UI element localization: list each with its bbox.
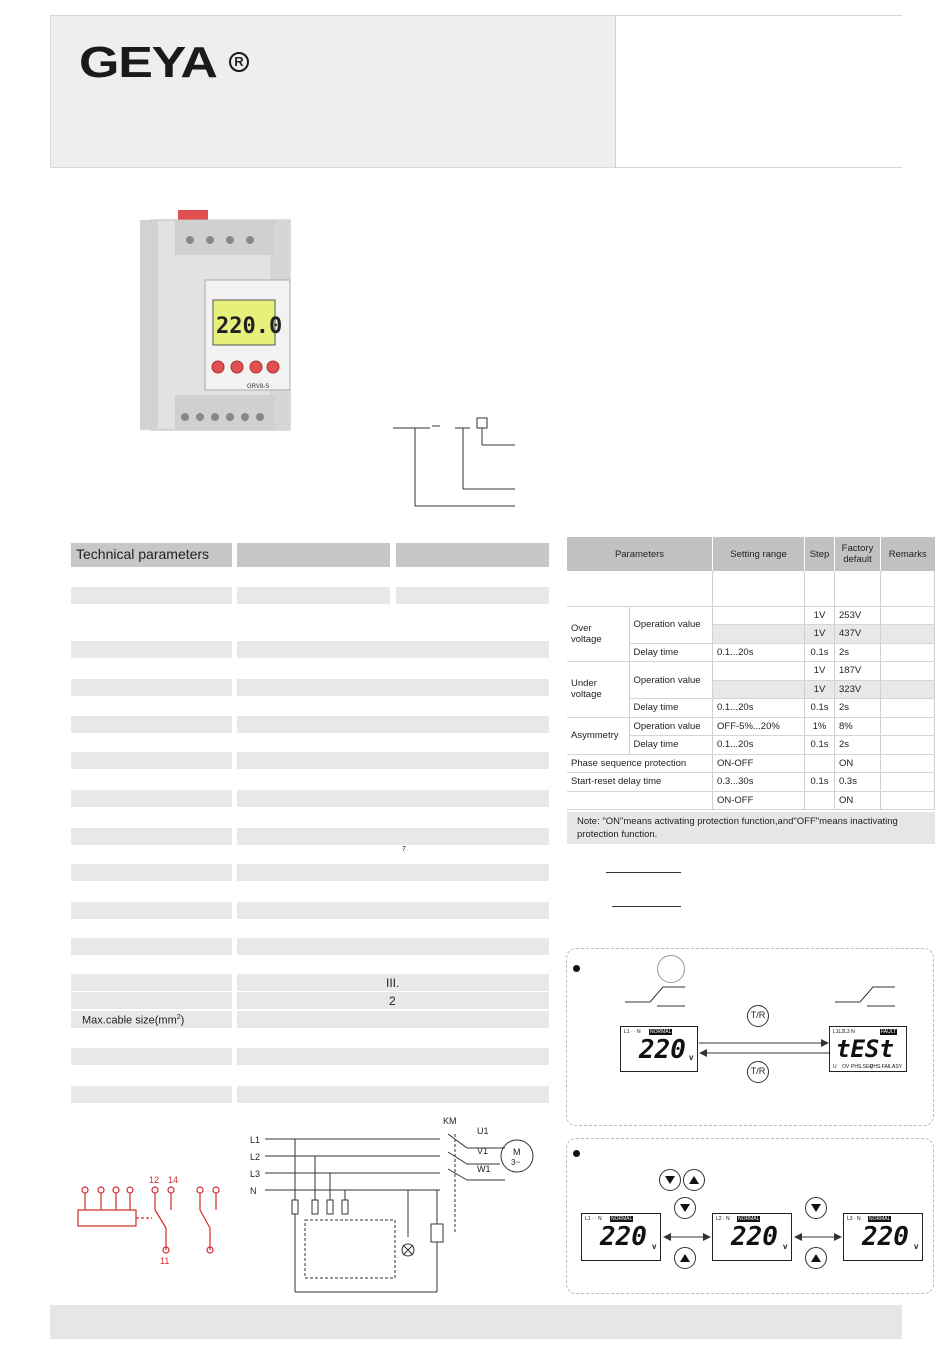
lcd-phase-1: L1 · · N NORMAL 220 v [581,1213,661,1261]
page-header [50,15,902,168]
param-under-voltage: Under voltage [567,662,629,718]
col-step: Step [805,537,835,571]
tech-row-value-cell [237,1011,549,1028]
ordering-code-diagram [390,415,520,515]
tech-row-label-cell [71,641,232,658]
motor-sub: 3~ [511,1158,521,1167]
down-button[interactable] [659,1169,681,1191]
tech-params-title: Technical parameters [76,546,210,562]
down-button-small[interactable] [674,1197,696,1219]
test-function-panel [566,948,934,1126]
tech-row-value-cell [237,938,549,955]
product-display-value: 220.0 [216,314,283,339]
tech-row-value-cell [237,1086,549,1103]
tech-row-value-cell [237,864,549,881]
tech-small-mark: 7 [402,846,406,853]
line-N: N [250,1186,257,1196]
lcd-phase-2: L2 · N NORMAL 220 v [712,1213,792,1261]
settings-note: Note: "ON"means activating protection function,and"OFF"means inactivating protection function. [567,812,935,844]
wiring-circuit-diagram [245,1112,545,1297]
terminal-12: 12 [149,1175,160,1185]
test-reset-button-2[interactable]: T/R [747,1061,769,1083]
tech-row-label-cell [71,1086,232,1103]
param-start-reset: Start-reset delay time [567,773,713,792]
lcd-test: L1L2L3 N FAULT tESt U OV PHS.SEQ PHS.FAIL ASY [829,1026,907,1072]
up-button-small[interactable] [674,1247,696,1269]
down-button-small-2[interactable] [805,1197,827,1219]
tech-row-value-cell [237,752,549,769]
tech-row-value-cell [237,1048,549,1065]
tech-header-cell-3 [396,543,549,567]
brand-logo: GEYA [79,38,217,87]
tech-row-label-cell [71,1048,232,1065]
tech-value-pollution: 2 [389,994,396,1008]
label-underline [606,872,681,873]
tech-row-value-cell [237,790,549,807]
tech-row-value-cell [237,679,549,696]
relay-contact-left [625,983,685,1008]
scroll-arrows-2 [794,1227,842,1247]
line-L1: L1 [250,1135,261,1145]
col-factory-default: Factory default [835,537,881,571]
terminal-11: 11 [160,1256,170,1266]
output-V1: V1 [477,1146,489,1156]
tech-row-label-cell [71,828,232,845]
tech-value-insulation: III. [386,976,400,990]
terminal-14: 14 [168,1175,179,1185]
page-footer [50,1305,902,1339]
param-phase-sequence: Phase sequence protection [567,754,713,773]
product-model-label: GRV8-S [247,384,270,390]
tech-row-value-cell [237,716,549,733]
param-over-voltage: Over voltage [567,606,629,662]
transition-arrows [699,1037,829,1057]
output-U1: U1 [477,1126,489,1136]
scroll-arrows-1 [663,1227,711,1247]
header-divider [615,16,616,167]
output-W1: W1 [477,1164,491,1174]
test-reset-button[interactable]: T/R [747,1005,769,1027]
up-button-small-2[interactable] [805,1247,827,1269]
contactor-km: KM [443,1116,457,1126]
bullet-icon [573,1150,580,1157]
up-button[interactable] [683,1169,705,1191]
col-remarks: Remarks [881,537,935,571]
circle-marker [657,955,685,983]
relay-contact-right [835,983,895,1008]
param-operation-value: Operation value [629,606,713,643]
tech-row [237,587,390,604]
motor-label: M [513,1147,521,1157]
param-asymmetry: Asymmetry [567,717,629,754]
line-L2: L2 [250,1152,261,1162]
relay-terminal-diagram [70,1170,230,1270]
tech-row-value-cell [237,641,549,658]
header-right-box [616,16,902,167]
tech-row-label-cell [71,716,232,733]
col-parameters: Parameters [567,537,713,571]
tech-row-value-cell [237,902,549,919]
bullet-icon [573,965,580,972]
settings-table: Parameters Setting range Step Factory default Remarks Over voltage Operation value 1V 253V 1V 437V Delay time 0.1...20s 0.1s 2s Under voltage Operation value 1V 187V 1V 323V Delay time 0.1...20s 0.1s 2s Asymmetry Operation value OFF-5%...20% 1% 8% Delay time 0.1...20s 0.1s 2s Phase sequence protection ON-OFF ON Start-reset delay time 0.3...30s 0.1s 0.3s ON-OFF ON [567,537,935,810]
tech-row-label-cell [71,938,232,955]
col-setting-range: Setting range [713,537,805,571]
tech-row [71,587,232,604]
line-L3: L3 [250,1169,261,1179]
tech-row-label-cell [71,864,232,881]
lcd-normal: L1 · · N NORMAL 220 v [620,1026,698,1072]
product-image [140,205,300,445]
tech-header-cell-2 [237,543,390,567]
tech-row-label-cell [71,752,232,769]
lcd-phase-3: L3 · N NORMAL 220 v [843,1213,923,1261]
tech-row [396,587,549,604]
registered-mark: R [229,52,249,72]
tech-row-label-cell [71,679,232,696]
label-underline [612,906,681,907]
tech-row-label-cell [71,790,232,807]
tech-row-label-cell [71,902,232,919]
tech-row-label-cell [71,992,232,1009]
tech-row-label-cell [71,974,232,991]
tech-row-value-cell [237,828,549,845]
cable-size-label: Max.cable $size(mm^2)$ [82,1014,185,1027]
display-scroll-panel [566,1138,934,1294]
